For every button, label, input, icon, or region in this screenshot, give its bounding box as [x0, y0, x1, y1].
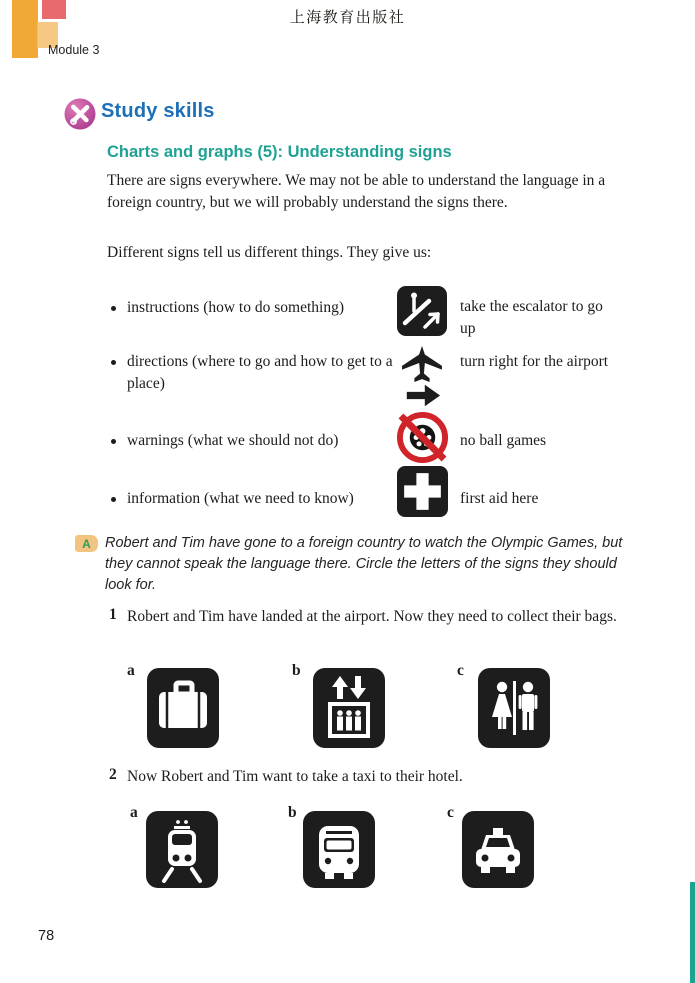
intro-paragraph: There are signs everywhere. We may not be able to understand the language in a foreign country, but we will probably understand the signs there.	[107, 172, 606, 211]
caption-no-ball-games: no ball games	[460, 432, 547, 449]
publisher-title: 上海教育出版社	[289, 10, 406, 26]
page-edge-tab	[690, 882, 695, 983]
restroom-sign-icon	[478, 668, 550, 753]
bullet-dot	[111, 439, 116, 444]
bullet-dot	[111, 360, 116, 365]
luggage-sign-icon	[147, 668, 219, 753]
elevator-sign-icon	[313, 668, 385, 753]
q1-option-b-letter: b	[292, 662, 301, 679]
bullet-label-warnings: warnings (what we should not do)	[127, 432, 339, 449]
caption-escalator: take the escalator to go up	[460, 298, 603, 337]
lead-in-sentence: Different signs tell us different things. They give us:	[107, 244, 432, 261]
bullet-dot	[111, 306, 116, 311]
escalator-sign-icon	[397, 286, 447, 341]
corner-decoration-orange	[12, 0, 38, 58]
q2-option-b-letter: b	[288, 804, 297, 821]
q2-option-c-letter: c	[447, 804, 454, 821]
corner-decoration-pink	[42, 0, 66, 19]
question-2-number: 2	[109, 766, 117, 783]
bullet-label-information: information (what we need to know)	[127, 490, 354, 507]
question-1-text: Robert and Tim have landed at the airport. Now they need to collect their bags.	[127, 608, 617, 625]
page-number: 78	[38, 928, 55, 944]
question-1-number: 1	[109, 606, 117, 623]
no-ball-games-icon	[396, 411, 449, 469]
section-title: Study skills	[101, 100, 215, 122]
bullet-label-instructions: instructions (how to do something)	[127, 299, 344, 316]
q2-option-a-letter: a	[130, 804, 138, 821]
q1-option-a-letter: a	[127, 662, 135, 679]
bullet-dot	[111, 497, 116, 502]
exercise-a-badge: A	[75, 535, 98, 552]
train-sign-icon	[146, 811, 218, 893]
question-2-text: Now Robert and Tim want to take a taxi to their hotel.	[127, 768, 463, 785]
bullet-label-directions: directions (where to go and how to get to a place)	[127, 353, 393, 392]
exercise-a-instructions: Robert and Tim have gone to a foreign country to watch the Olympic Games, but they cannot speak the language there. Circle the letters of the signs they should look for.	[105, 535, 623, 593]
caption-airport: turn right for the airport	[460, 353, 609, 370]
first-aid-icon	[397, 466, 448, 522]
q1-option-c-letter: c	[457, 662, 464, 679]
taxi-sign-icon	[462, 811, 534, 893]
airplane-icon	[399, 344, 445, 387]
caption-first-aid: first aid here	[460, 490, 539, 507]
study-skills-tools-icon	[63, 97, 97, 131]
bus-sign-icon	[303, 811, 375, 893]
right-arrow-icon	[403, 382, 443, 414]
page-heading: Charts and graphs (5): Understanding signs	[107, 143, 452, 161]
module-label: Module 3	[48, 43, 100, 57]
